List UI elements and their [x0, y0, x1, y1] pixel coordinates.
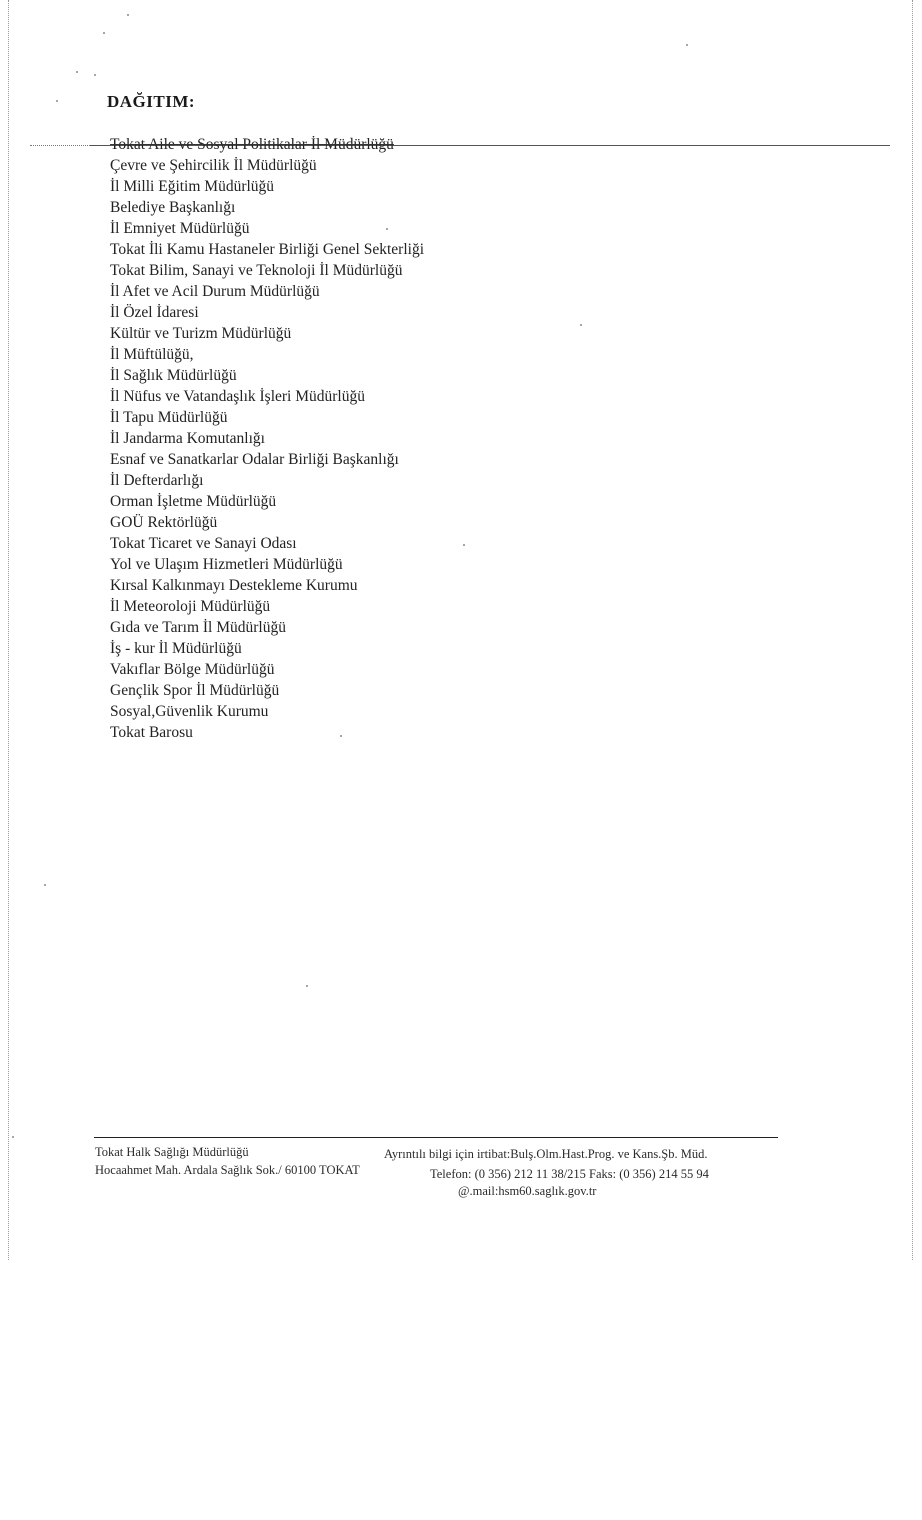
distribution-item: Tokat Ticaret ve Sanayi Odası [110, 535, 297, 552]
scan-speck [103, 32, 105, 34]
scan-speck [127, 14, 129, 16]
distribution-item: Yol ve Ulaşım Hizmetleri Müdürlüğü [110, 556, 343, 573]
footer-email: @.mail:hsm60.saglık.gov.tr [458, 1184, 597, 1198]
distribution-item: İl Sağlık Müdürlüğü [110, 367, 237, 384]
distribution-item: İl Afet ve Acil Durum Müdürlüğü [110, 283, 320, 300]
footer-rule [94, 1137, 778, 1138]
scan-edge-left [8, 0, 9, 1260]
distribution-item: İl Tapu Müdürlüğü [110, 409, 228, 426]
distribution-item: Çevre ve Şehircilik İl Müdürlüğü [110, 157, 317, 174]
distribution-item: İl Müftülüğü, [110, 346, 194, 363]
distribution-item: Gençlik Spor İl Müdürlüğü [110, 682, 280, 699]
distribution-item: İl Özel İdaresi [110, 304, 199, 321]
scan-speck [56, 100, 58, 102]
distribution-item: İl Defterdarlığı [110, 472, 204, 489]
distribution-item: Tokat Bilim, Sanayi ve Teknoloji İl Müdürlüğü [110, 262, 403, 279]
scan-speck [340, 735, 342, 737]
distribution-item: İl Jandarma Komutanlığı [110, 430, 265, 447]
footer-org-name: Tokat Halk Sağlığı Müdürlüğü [95, 1145, 249, 1159]
distribution-item: İl Meteoroloji Müdürlüğü [110, 598, 271, 615]
distribution-item: Vakıflar Bölge Müdürlüğü [110, 661, 275, 678]
distribution-item: Sosyal,Güvenlik Kurumu [110, 703, 269, 720]
distribution-item: GOÜ Rektörlüğü [110, 514, 218, 531]
distribution-item: Kırsal Kalkınmayı Destekleme Kurumu [110, 577, 358, 594]
distribution-item: İl Nüfus ve Vatandaşlık İşleri Müdürlüğü [110, 388, 365, 405]
scan-speck [306, 985, 308, 987]
distribution-item: İl Emniyet Müdürlüğü [110, 220, 250, 237]
scan-speck [580, 324, 582, 326]
footer-info-contact: Ayrıntılı bilgi için irtibat:Bulş.Olm.Hast.Prog. ve Kans.Şb. Müd. [384, 1147, 708, 1161]
distribution-item: Tokat Barosu [110, 724, 193, 741]
distribution-item: İl Milli Eğitim Müdürlüğü [110, 178, 275, 195]
distribution-item: Belediye Başkanlığı [110, 199, 236, 216]
distribution-item: Tokat İli Kamu Hastaneler Birliği Genel Sekterliği [110, 241, 424, 258]
distribution-item: Orman İşletme Müdürlüğü [110, 493, 277, 510]
distribution-item: Gıda ve Tarım İl Müdürlüğü [110, 619, 286, 636]
scan-speck [44, 884, 46, 886]
scan-speck [76, 71, 78, 73]
scan-edge-right [912, 0, 913, 1260]
scan-speck [94, 74, 96, 76]
scan-speck [463, 544, 465, 546]
scan-speck [686, 44, 688, 46]
scan-speck [12, 1136, 14, 1138]
strike-line-dotted [30, 145, 90, 146]
distribution-item: Kültür ve Turizm Müdürlüğü [110, 325, 292, 342]
footer-address: Hocaahmet Mah. Ardala Sağlık Sok./ 60100 TOKAT [95, 1163, 360, 1177]
distribution-item: Tokat Aile ve Sosyal Politikalar İl Müdürlüğü [110, 136, 394, 153]
distribution-heading: DAĞITIM: [107, 92, 196, 111]
footer-phone-fax: Telefon: (0 356) 212 11 38/215 Faks: (0 356) 214 55 94 [430, 1167, 709, 1181]
distribution-item: İş - kur İl Müdürlüğü [110, 640, 242, 657]
distribution-item: Esnaf ve Sanatkarlar Odalar Birliği Başkanlığı [110, 451, 399, 468]
scan-speck [386, 228, 388, 230]
